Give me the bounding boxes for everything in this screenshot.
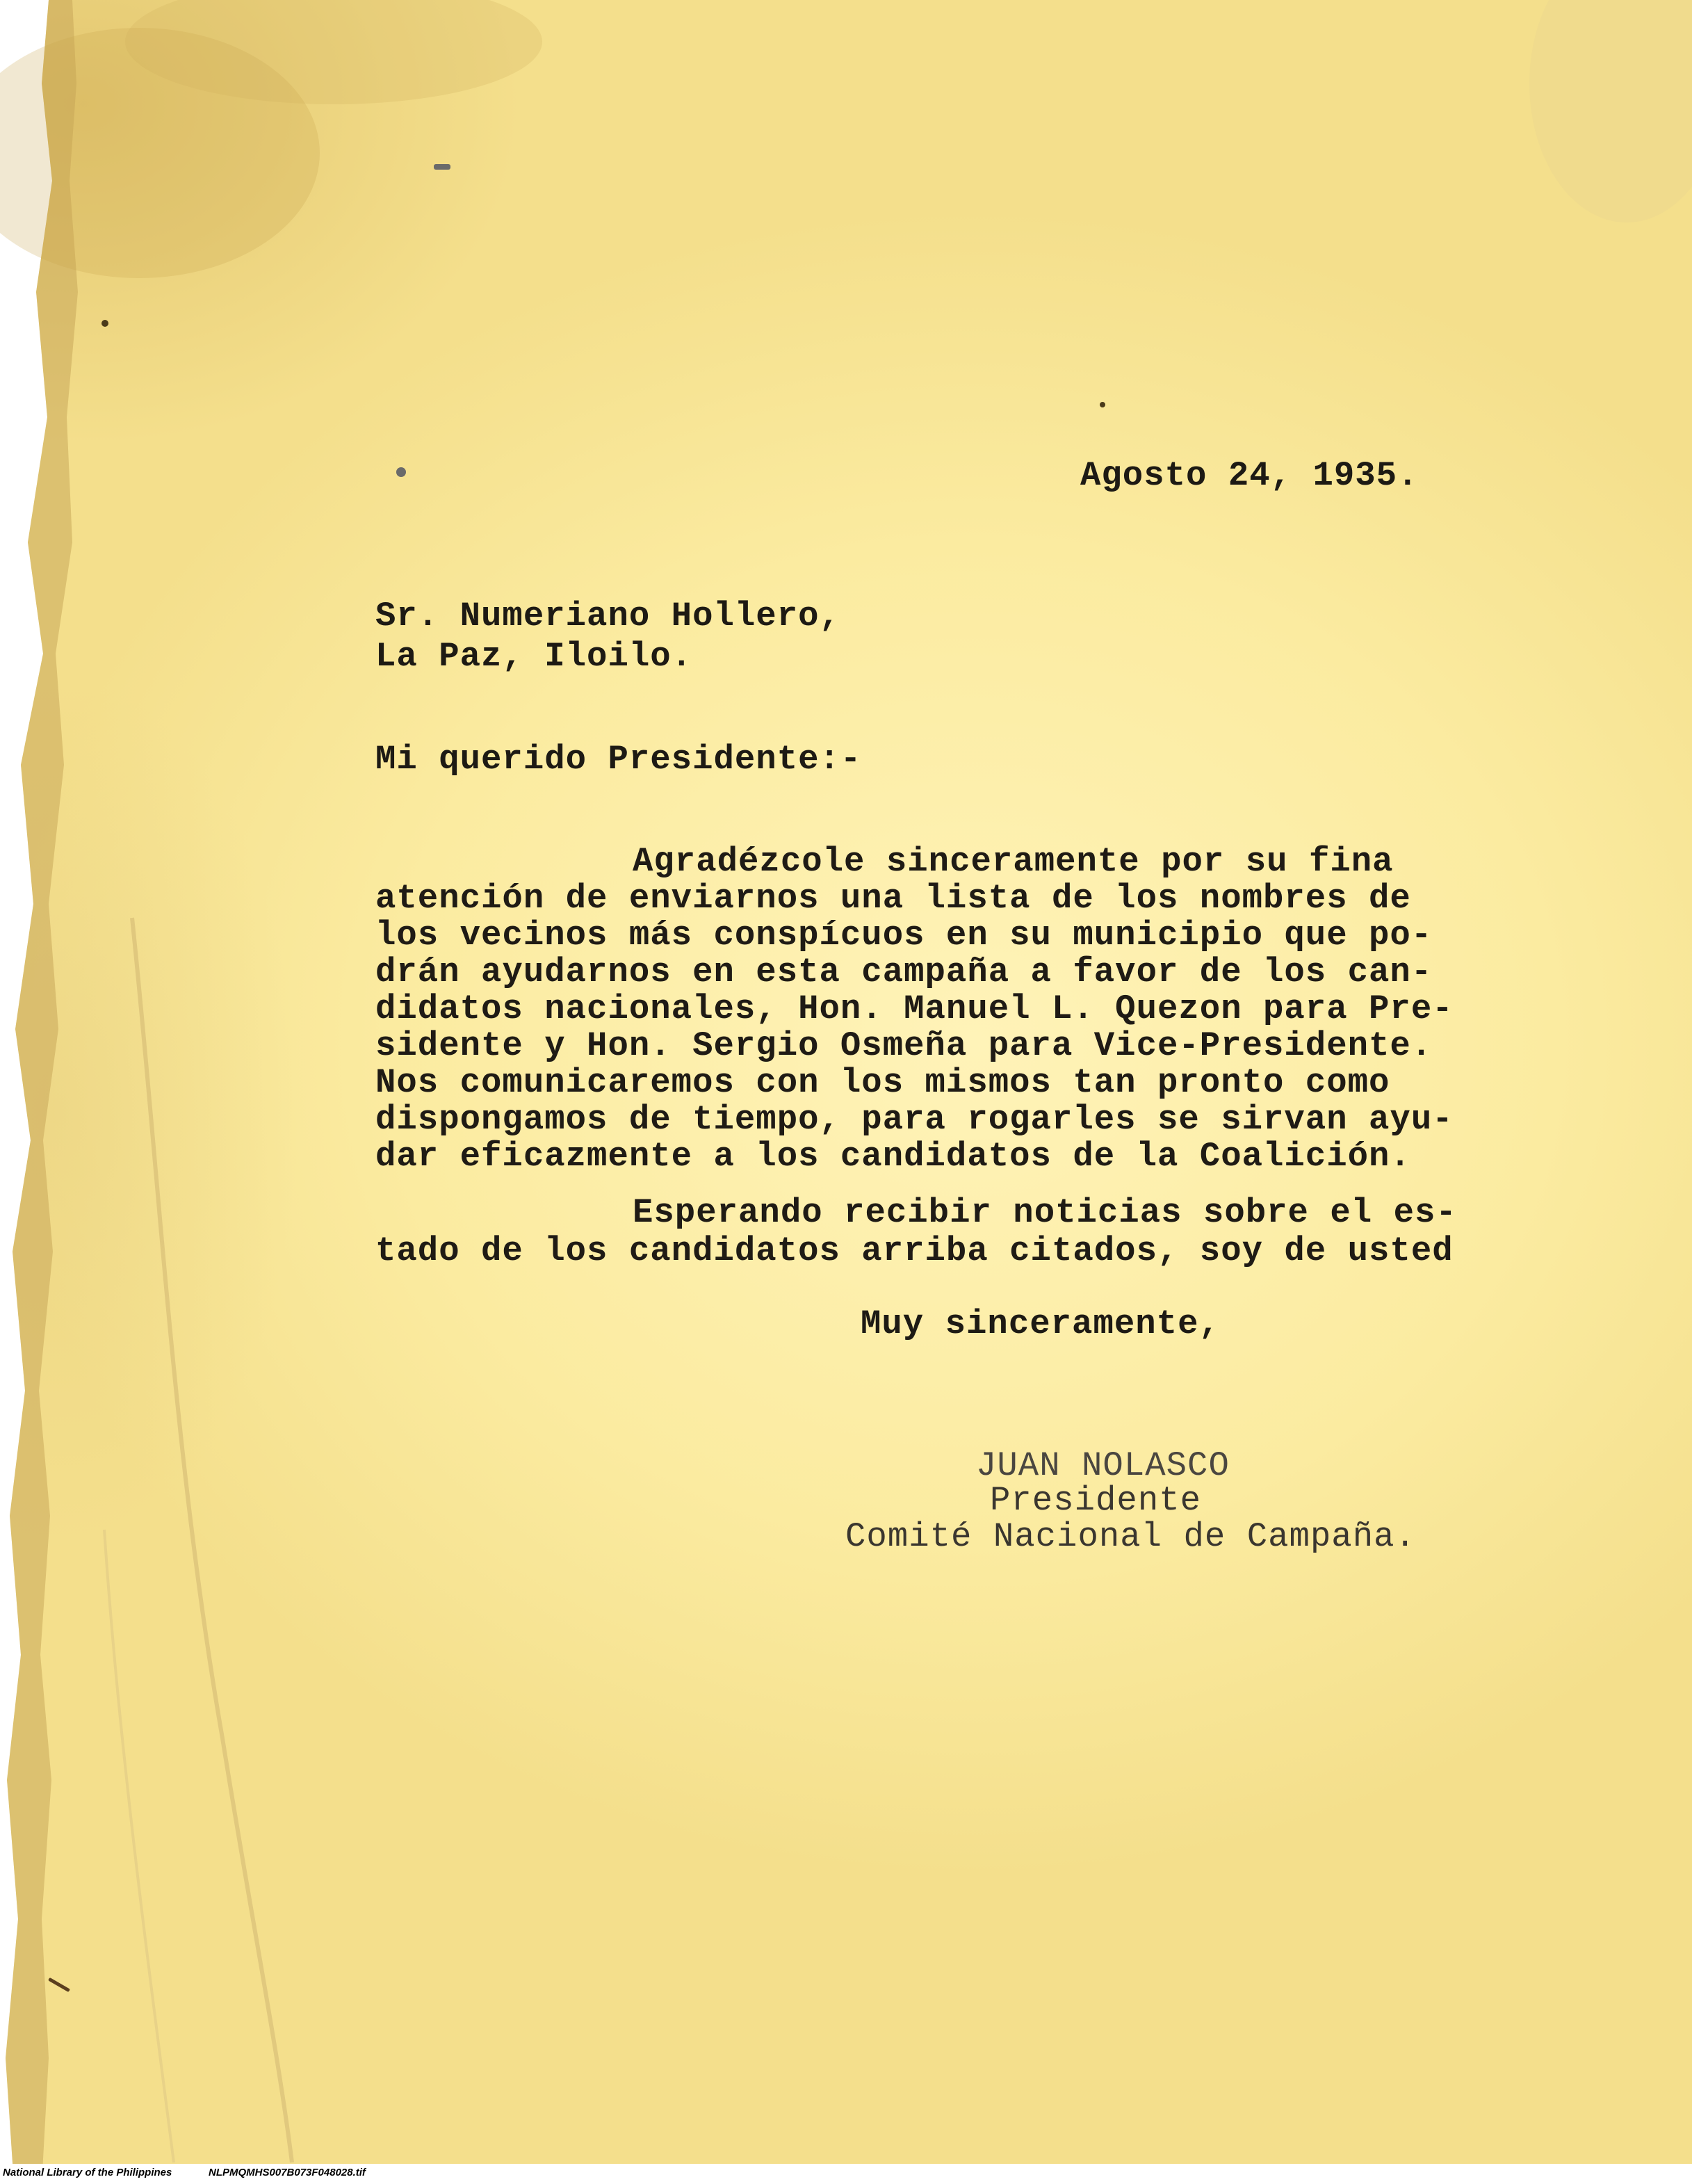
ink-speck	[396, 467, 406, 477]
body-line: dar eficazmente a los candidatos de la Coalición.	[375, 1137, 1411, 1176]
body-line: didatos nacionales, Hon. Manuel L. Quezon para Pre-	[375, 989, 1454, 1028]
signatory-organization: Comité Nacional de Campaña.	[845, 1517, 1416, 1556]
body-line: drán ayudarnos en esta campaña a favor de los can-	[375, 953, 1433, 992]
footer-institution: National Library of the Philippines	[3, 2167, 172, 2178]
body-line: los vecinos más conspícuos en su municipio que po-	[375, 916, 1433, 955]
body-line: Nos comunicaremos con los mismos tan pronto como	[375, 1063, 1390, 1102]
ink-speck	[101, 320, 108, 327]
body-line: atención de enviarnos una lista de los nombres de	[375, 879, 1411, 918]
body-line: Esperando recibir noticias sobre el es-	[633, 1193, 1457, 1232]
footer-file-id: NLPMQMHS007B073F048028.tif	[209, 2167, 366, 2178]
body-line: sidente y Hon. Sergio Osmeña para Vice-Presidente.	[375, 1026, 1433, 1065]
salutation: Mi querido Presidente:-	[375, 740, 862, 779]
recipient-address: La Paz, Iloilo.	[375, 637, 693, 676]
recipient-name: Sr. Numeriano Hollero,	[375, 597, 840, 636]
signatory-title: Presidente	[990, 1481, 1202, 1520]
body-line: tado de los candidatos arriba citados, soy de usted	[375, 1231, 1454, 1270]
signatory-name: JUAN NOLASCO	[976, 1446, 1230, 1485]
torn-edge	[0, 0, 97, 2184]
ink-speck	[1100, 402, 1105, 407]
body-line: dispongamos de tiempo, para rogarles se sirvan ayu-	[375, 1100, 1454, 1139]
ink-speck	[434, 164, 450, 170]
letter-closing-paragraph	[375, 1193, 1457, 1279]
letter-date: Agosto 24, 1935.	[1080, 456, 1419, 495]
body-line: Agradézcole sinceramente por su fina	[633, 842, 1394, 881]
complimentary-close: Muy sinceramente,	[861, 1304, 1220, 1343]
